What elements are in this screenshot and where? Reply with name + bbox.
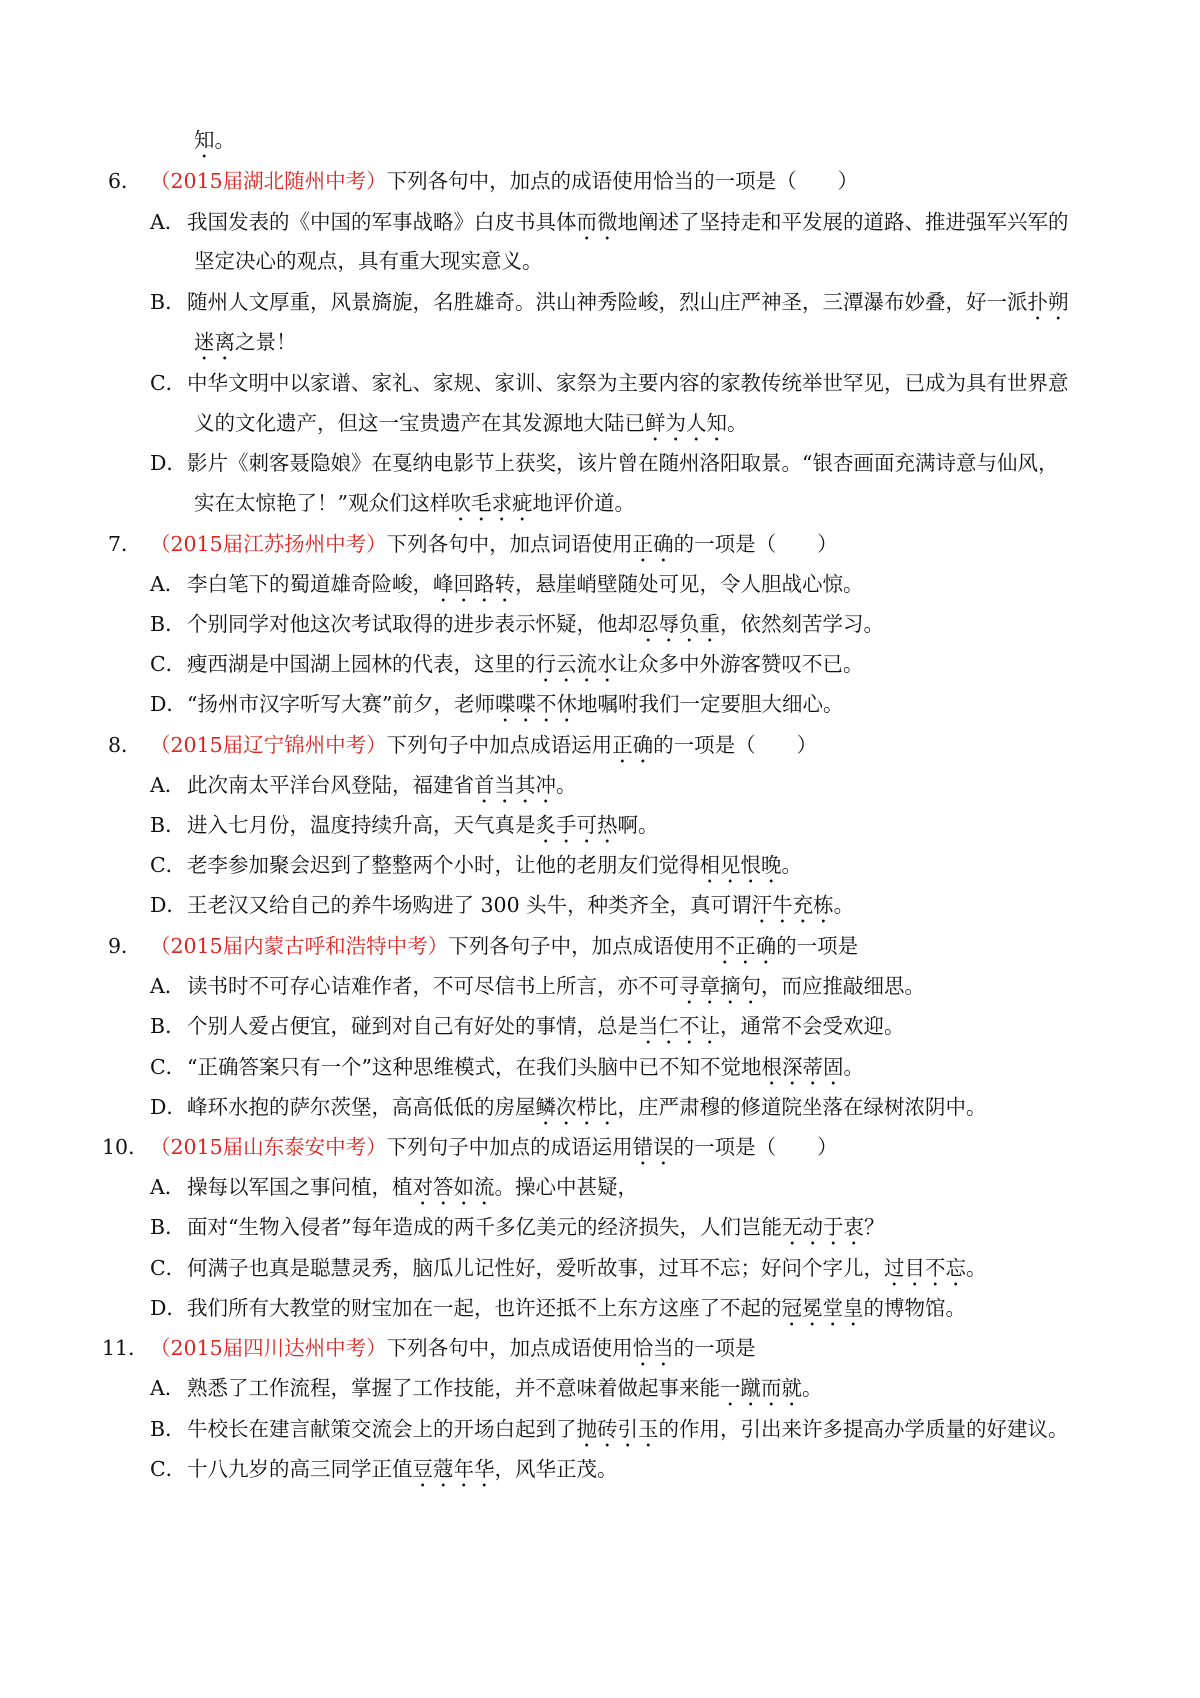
option-text: 坚定决心的观点，具有重大现实意义。 [194, 249, 543, 273]
emphasized-idiom: 当仁不让 [638, 1014, 720, 1038]
emphasized-idiom: 抛砖引玉 [576, 1417, 659, 1441]
question-6-option-a-cont [0, 241, 1200, 281]
option-label: D． [150, 451, 187, 475]
option-label: A． [150, 1376, 186, 1400]
question-prompt: 下列各句子中，加点成语使用 [448, 934, 715, 958]
question-6-option-c-cont [0, 403, 1200, 443]
option-label: B． [150, 1215, 186, 1239]
option-label: D． [150, 1095, 187, 1119]
emphasized-idiom: 鲜为人知 [645, 411, 727, 435]
option-text: 实在太惊艳了！”观众们这样 [194, 491, 451, 515]
option-text: 的博物馆。 [863, 1296, 966, 1320]
option-text: ，庄严肃穆的修道院坐落在绿树浓阴中。 [617, 1095, 987, 1119]
question-source: （2015届山东泰安中考） [150, 1135, 387, 1159]
option-text: “正确答案只有一个”这种思维模式，在我们头脑中已不知不觉地 [187, 1055, 762, 1079]
question-source: （2015届湖北随州中考） [150, 169, 387, 193]
emphasized-text: 错误 [632, 1135, 674, 1159]
option-text: 瘦西湖是中国湖上园林的代表，这里的 [187, 652, 536, 676]
option-text: ？ [863, 1215, 885, 1239]
question-11-option-b [0, 1409, 1200, 1449]
option-text: 何满子也真是聪慧灵秀，脑瓜儿记性好，爱听故事，过耳不忘；好问个字儿， [187, 1256, 884, 1280]
question-number: 8． [108, 733, 142, 757]
option-text: 。 [833, 893, 855, 917]
option-text: 。 [802, 1376, 823, 1400]
question-prompt: 的一项是 [673, 1336, 756, 1360]
emphasized-idiom: 吹毛求疵 [450, 491, 533, 515]
option-text: 中华文明中以家谱、家礼、家规、家训、家祭为主要内容的家教传统举世罕见，已成为具有世界意 [187, 371, 1069, 395]
option-text: 此次南太平洋台风登陆，福建省 [187, 773, 474, 797]
emphasized-idiom: 相见恨晚 [699, 853, 782, 877]
option-text: 峰环水抱的萨尔茨堡，高高低低的房屋 [187, 1095, 536, 1119]
question-11-option-a [0, 1368, 1200, 1408]
option-text: “扬州市汉字听写大赛”前夕，老师 [187, 692, 495, 716]
question-10-option-d [0, 1288, 1200, 1328]
option-text: 个别同学对他这次考试取得的进步表示怀疑，他却 [187, 612, 638, 636]
emphasized-idiom: 扑朔 [1027, 290, 1069, 314]
question-6-header [0, 161, 1200, 201]
question-11-header [0, 1328, 1200, 1368]
emphasized-idiom: 豆蔻年华 [412, 1457, 495, 1481]
question-prompt: 下列各句中，加点成语使用 [386, 1336, 633, 1360]
option-label: A． [150, 1175, 186, 1199]
question-source: （2015届内蒙古呼和浩特中考） [150, 934, 449, 958]
option-text: 义的文化遗产，但这一宝贵遗产在其发源地大陆已 [194, 411, 645, 435]
question-prompt: 下列句子中加点的成语运用 [386, 1135, 633, 1159]
option-text: 。操心中甚疑， [494, 1175, 638, 1199]
option-text: 熟悉了工作流程，掌握了工作技能，并不意味着做起事来能 [187, 1376, 720, 1400]
question-prompt: 下列句子中加点成语运用 [386, 733, 613, 757]
option-text: 之景！ [235, 330, 297, 354]
option-text: 。 [727, 411, 748, 435]
emphasized-idiom: 忍辱负重 [638, 612, 720, 636]
question-6-option-c [0, 363, 1200, 403]
question-7-option-a [0, 564, 1200, 604]
question-7-option-b [0, 604, 1200, 644]
question-8-header [0, 725, 1200, 765]
question-10-option-c [0, 1248, 1200, 1288]
option-text: 的作用，引出来许多提高办学质量的好建议。 [658, 1417, 1069, 1441]
option-label: B． [150, 290, 186, 314]
question-6-option-a [0, 202, 1200, 242]
question-9-option-a [0, 966, 1200, 1006]
question-6-option-b-cont [0, 322, 1200, 362]
question-source: （2015届辽宁锦州中考） [150, 733, 387, 757]
option-text: 。 [556, 773, 577, 797]
option-text: ，悬崖峭壁随处可见，令人胆战心惊。 [515, 572, 864, 596]
question-9-header [0, 926, 1200, 966]
option-text: 操每以军国之事问植，植 [187, 1175, 413, 1199]
question-source: （2015届四川达州中考） [150, 1336, 387, 1360]
option-label: A． [150, 773, 186, 797]
question-10-header [0, 1127, 1200, 1167]
emphasized-idiom: 而微 [576, 210, 618, 234]
option-label: C． [150, 1256, 187, 1280]
question-8-option-c [0, 845, 1200, 885]
emphasized-idiom: 行云流水 [535, 652, 618, 676]
emphasized-idiom: 汗牛充栋 [751, 893, 834, 917]
option-label: A． [150, 210, 186, 234]
option-text: 李白笔下的蜀道雄奇险峻， [187, 572, 433, 596]
option-text: 影片《刺客聂隐娘》在戛纳电影节上获奖，该片曾在随州洛阳取景。“银杏画面充满诗意与仙风， [187, 451, 1059, 475]
option-text: 啊。 [617, 813, 659, 837]
question-number: 7． [108, 532, 142, 556]
emphasized-idiom: 无动于衷 [781, 1215, 864, 1239]
option-text: ，而应推敲细思。 [761, 974, 925, 998]
option-text: ，依然刻苦学习。 [720, 612, 884, 636]
question-6-option-b [0, 282, 1200, 322]
emphasized-idiom: 冠冕堂皇 [781, 1296, 864, 1320]
question-number: 11． [102, 1336, 149, 1360]
option-text: 让众多中外游客赞叹不已。 [617, 652, 864, 676]
option-label: D． [150, 893, 187, 917]
option-text: 牛校长在建言献策交流会上的开场白起到了 [187, 1417, 577, 1441]
question-prompt: 的一项是（ ） [673, 532, 838, 556]
option-label: C． [150, 1457, 187, 1481]
option-label: C． [150, 853, 187, 877]
emphasized-idiom: 一蹴而就 [720, 1376, 802, 1400]
question-11-option-c [0, 1449, 1200, 1489]
emphasized-text: 不正确 [714, 934, 777, 958]
emphasized-text: 正确 [632, 532, 674, 556]
option-label: B． [150, 813, 186, 837]
question-6-option-d-cont [0, 483, 1200, 523]
question-8-option-a [0, 765, 1200, 805]
question-number: 10． [102, 1135, 149, 1159]
emphasized-text: 知 [194, 128, 215, 152]
emphasized-idiom: 寻章摘句 [679, 974, 761, 998]
option-text: 。 [966, 1256, 987, 1280]
option-text: 进入七月份，温度持续升高，天气真是 [187, 813, 536, 837]
text: 。 [214, 128, 235, 152]
option-label: C． [150, 1055, 187, 1079]
question-10-option-b [0, 1207, 1200, 1247]
option-text: 随州人文厚重，风景旖旎，名胜雄奇。洪山神秀险峻，烈山庄严神圣，三潭瀑布妙叠，好一派 [187, 290, 1028, 314]
question-9-option-d [0, 1087, 1200, 1127]
emphasized-text: 正确 [612, 733, 654, 757]
question-7-header [0, 524, 1200, 564]
option-label: C． [150, 371, 187, 395]
question-prompt: 的一项是 [776, 934, 859, 958]
option-text: 地阐述了坚持走和平发展的道路、推进强军兴军的 [617, 210, 1069, 234]
option-label: C． [150, 652, 187, 676]
question-source: （2015届江苏扬州中考） [150, 532, 387, 556]
question-8-option-b [0, 805, 1200, 845]
continuation-line [0, 120, 1200, 160]
question-9-option-c [0, 1047, 1200, 1087]
option-text: 个别人爱占便宜，碰到对自己有好处的事情，总是 [187, 1014, 638, 1038]
option-text: 。 [843, 1055, 864, 1079]
option-text: 老李参加聚会迟到了整整两个小时，让他的老朋友们觉得 [187, 853, 700, 877]
option-text: 。 [781, 853, 802, 877]
emphasized-idiom: 喋喋不休 [494, 692, 577, 716]
option-label: D． [150, 1296, 187, 1320]
emphasized-idiom: 首当其冲 [474, 773, 556, 797]
option-text: 我国发表的《中国的军事战略》白皮书具体 [187, 210, 577, 234]
emphasized-text: 恰当 [632, 1336, 674, 1360]
question-prompt: 的一项是（ ） [673, 1135, 838, 1159]
question-number: 9． [108, 934, 142, 958]
emphasized-idiom: 峰回路转 [433, 572, 515, 596]
question-8-option-d [0, 885, 1200, 925]
question-6-option-d [0, 443, 1200, 483]
question-7-option-c [0, 644, 1200, 684]
option-label: A． [150, 974, 186, 998]
option-label: B． [150, 1417, 186, 1441]
option-text: 地嘱咐我们一定要胆大细心。 [576, 692, 844, 716]
option-text: ，风华正茂。 [494, 1457, 618, 1481]
option-text: 地评价道。 [532, 491, 635, 515]
question-prompt: 的一项是（ ） [653, 733, 818, 757]
question-9-option-b [0, 1006, 1200, 1046]
emphasized-idiom: 鳞次栉比 [535, 1095, 618, 1119]
option-label: A． [150, 572, 186, 596]
option-label: B． [150, 1014, 186, 1038]
question-prompt: 下列各句中，加点词语使用 [386, 532, 633, 556]
emphasized-idiom: 根深蒂固 [761, 1055, 844, 1079]
option-text: 十八九岁的高三同学正值 [187, 1457, 413, 1481]
option-text: ，通常不会受欢迎。 [720, 1014, 905, 1038]
option-label: B． [150, 612, 186, 636]
option-text: 我们所有大教堂的财宝加在一起，也许还抵不上东方这座了不起的 [187, 1296, 782, 1320]
option-text: 读书时不可存心诘难作者，不可尽信书上所言，亦不可 [187, 974, 679, 998]
question-7-option-d [0, 684, 1200, 724]
question-10-option-a [0, 1167, 1200, 1207]
emphasized-idiom: 迷离 [194, 330, 235, 354]
emphasized-idiom: 对答如流 [412, 1175, 495, 1199]
option-text: 面对“生物入侵者”每年造成的两千多亿美元的经济损失，人们岂能 [187, 1215, 782, 1239]
option-text: 王老汉又给自己的养牛场购进了 300 头牛，种类齐全，真可谓 [187, 893, 752, 917]
question-number: 6． [108, 169, 142, 193]
emphasized-idiom: 炙手可热 [535, 813, 618, 837]
option-label: D． [150, 692, 187, 716]
question-prompt: 下列各句中，加点的成语使用恰当的一项是（ ） [386, 169, 859, 193]
emphasized-idiom: 过目不忘 [884, 1256, 966, 1280]
